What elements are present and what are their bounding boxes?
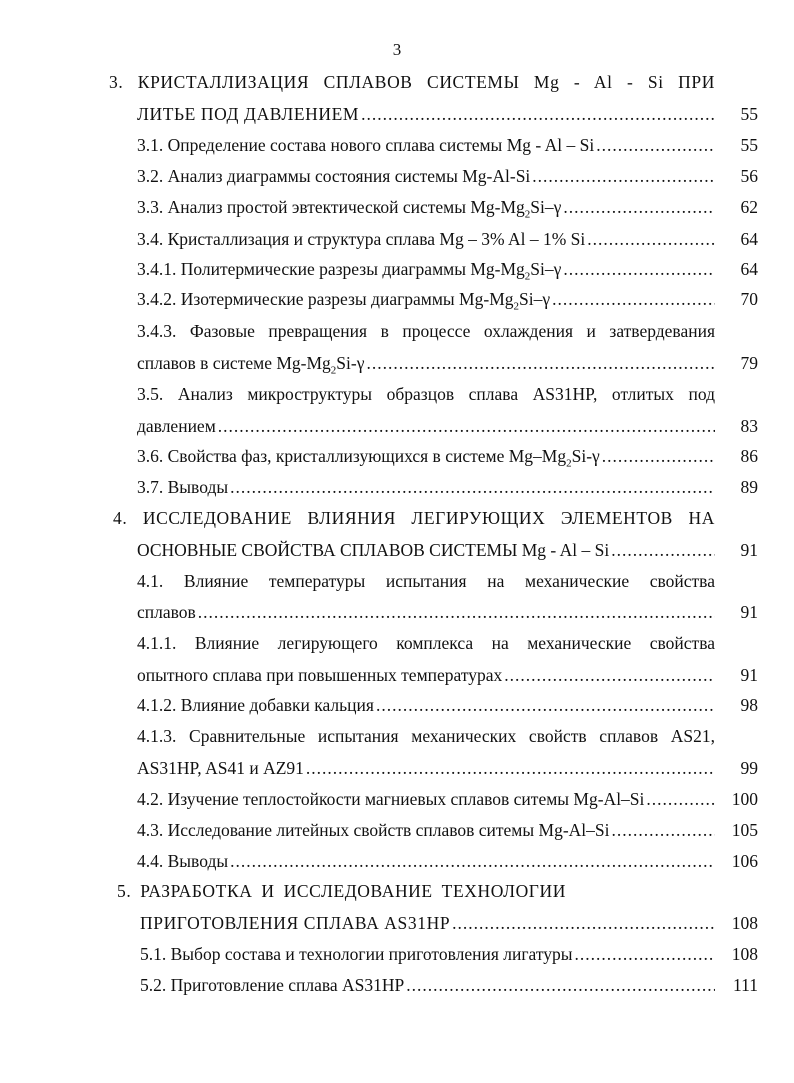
toc-chapter-3-line1: 3. КРИСТАЛЛИЗАЦИЯ СПЛАВОВ СИСТЕМЫ Mg - Al - Si ПРИ (109, 72, 715, 92)
leader-dots (504, 662, 715, 688)
toc-page-number: 111 (733, 975, 758, 995)
toc-entry-title: 3.6. Свойства фаз, кристаллизующихся в системе $Mg-Mg_2Si-\gamma$ (137, 446, 600, 469)
toc-entry-3-4-2[interactable] (137, 286, 715, 312)
leader-dots (366, 350, 715, 376)
leader-dots (361, 101, 715, 127)
toc-entry-3-7[interactable] (137, 474, 715, 500)
leader-dots (452, 910, 715, 936)
toc-page-number: 56 (740, 166, 758, 186)
toc-entry-4-1-1-line2[interactable] (137, 662, 715, 688)
toc-entry-title: сплавов в системе $Mg-Mg_2Si-\gamma$ (137, 353, 365, 376)
toc-entry-3-3[interactable] (137, 194, 715, 220)
leader-dots (646, 786, 715, 812)
toc-entry-4-1-1-line1: 4.1.1. Влияние легирующего комплекса на механические свойства (137, 633, 715, 653)
toc-chapter-5-title: ПРИГОТОВЛЕНИЯ СПЛАВА AS31HP (140, 913, 451, 933)
toc-entry-title: AS31HP, AS41 и AZ91 (137, 758, 304, 778)
toc-entry-title: 3.4.2. Изотермические разрезы диаграммы $Mg-Mg_2Si-\gamma$ (137, 289, 551, 312)
toc-page-number: 89 (740, 477, 758, 497)
toc-page-number: 55 (740, 104, 758, 124)
leader-dots (230, 474, 715, 500)
toc-entry-5-1[interactable] (140, 941, 715, 967)
toc-page-number: 83 (740, 416, 758, 436)
toc-entry-3-6[interactable] (137, 443, 715, 469)
toc-page-number: 91 (740, 665, 758, 685)
toc-entry-3-5-line2[interactable] (137, 413, 715, 439)
toc-entry-title: сплавов (137, 602, 196, 622)
toc-page-number: 100 (731, 789, 758, 809)
toc-entry-4-1-line1: 4.1. Влияние температуры испытания на механические свойства (137, 571, 715, 591)
toc-page-number: 105 (731, 820, 758, 840)
toc-entry-3-4-3-line2[interactable] (137, 350, 715, 376)
toc-page-number: 99 (740, 758, 758, 778)
toc-chapter-5-line2[interactable] (140, 910, 715, 936)
toc-chapter-4-line2[interactable] (137, 537, 715, 563)
toc-chapter-5-line1: 5. РАЗРАБОТКА И ИССЛЕДОВАНИЕ ТЕХНОЛОГИИ (117, 881, 567, 901)
toc-chapter-3-title: ЛИТЬЕ ПОД ДАВЛЕНИЕМ (137, 104, 360, 124)
toc-entry-5-2[interactable] (140, 972, 715, 998)
toc-entry-title: 3.4.1. Политермические разрезы диаграммы $Mg-Mg_2Si-\gamma$ (137, 259, 562, 282)
toc-page-number: 79 (740, 353, 758, 373)
leader-dots (563, 256, 715, 282)
toc-page-number: 70 (740, 289, 758, 309)
toc-page-number: 64 (740, 229, 758, 249)
toc-chapter-4-title: ОСНОВНЫЕ СВОЙСТВА СПЛАВОВ СИСТЕМЫ Mg - Al – Si (137, 540, 610, 560)
leader-dots (563, 194, 715, 220)
toc-page-number: 64 (740, 259, 758, 279)
toc-entry-3-4[interactable] (137, 226, 715, 252)
toc-page-number: 55 (740, 135, 758, 155)
toc-entry-title: 5.2. Приготовление сплава AS31HP (140, 975, 405, 995)
toc-entry-title: 3.1. Определение состава нового сплава системы Mg - Al – Si (137, 135, 595, 155)
toc-page-number: 62 (740, 197, 758, 217)
toc-entry-title: 3.2. Анализ диаграммы состояния системы Mg-Al-Si (137, 166, 531, 186)
toc-entry-title: 3.7. Выводы (137, 477, 229, 497)
toc-entry-4-1-3-line2[interactable] (137, 755, 715, 781)
toc-page-number: 108 (731, 944, 758, 964)
toc-page-number: 98 (740, 695, 758, 715)
toc-entry-title: давлением (137, 416, 216, 436)
leader-dots (602, 443, 715, 469)
toc-entry-title: 3.4. Кристаллизация и структура сплава Mg – 3% Al – 1% Si (137, 229, 586, 249)
leader-dots (575, 941, 715, 967)
toc-entry-4-4[interactable] (137, 848, 715, 874)
toc-entry-3-4-1[interactable] (137, 256, 715, 282)
toc-entry-3-4-3-line1: 3.4.3. Фазовые превращения в процессе охлаждения и затвердевания (137, 321, 715, 341)
toc-entry-title: 4.3. Исследование литейных свойств сплавов ситемы Mg-Al–Si (137, 820, 610, 840)
toc-entry-3-1[interactable] (137, 132, 715, 158)
toc-chapter-3-line2[interactable] (137, 101, 715, 127)
toc-entry-title: опытного сплава при повышенных температурах (137, 665, 503, 685)
toc-page-number: 86 (740, 446, 758, 466)
page-number: 3 (392, 40, 402, 59)
toc-entry-4-3[interactable] (137, 817, 715, 843)
toc-entry-title: 3.3. Анализ простой эвтектической системы $Mg-Mg_2Si-\gamma$ (137, 197, 562, 220)
leader-dots (612, 817, 716, 843)
toc-page-number: 108 (731, 913, 758, 933)
toc-entry-4-1-line2[interactable] (137, 599, 715, 625)
leader-dots (306, 755, 715, 781)
toc-chapter-4-line1: 4. ИССЛЕДОВАНИЕ ВЛИЯНИЯ ЛЕГИРУЮЩИХ ЭЛЕМЕНТОВ НА (113, 508, 715, 528)
leader-dots (587, 226, 715, 252)
leader-dots (376, 692, 715, 718)
leader-dots (611, 537, 715, 563)
toc-entry-4-1-2[interactable] (137, 692, 715, 718)
leader-dots (406, 972, 715, 998)
leader-dots (218, 413, 715, 439)
toc-entry-3-2[interactable] (137, 163, 715, 189)
toc-entry-title: 5.1. Выбор состава и технологии приготовления лигатуры (140, 944, 573, 964)
toc-entry-4-2[interactable] (137, 786, 715, 812)
leader-dots (230, 848, 715, 874)
toc-page-number: 106 (731, 851, 758, 871)
leader-dots (532, 163, 715, 189)
leader-dots (596, 132, 715, 158)
toc-entry-title: 4.4. Выводы (137, 851, 229, 871)
toc-entry-3-5-line1: 3.5. Анализ микроструктуры образцов сплава AS31HP, отлитых под (137, 384, 715, 404)
leader-dots (552, 286, 715, 312)
toc-page-number: 91 (740, 602, 758, 622)
leader-dots (198, 599, 715, 625)
toc-entry-title: 4.2. Изучение теплостойкости магниевых сплавов ситемы Mg-Al–Si (137, 789, 645, 809)
toc-entry-4-1-3-line1: 4.1.3. Сравнительные испытания механических свойств сплавов AS21, (137, 726, 715, 746)
toc-page-number: 91 (740, 540, 758, 560)
toc-entry-title: 4.1.2. Влияние добавки кальция (137, 695, 374, 715)
